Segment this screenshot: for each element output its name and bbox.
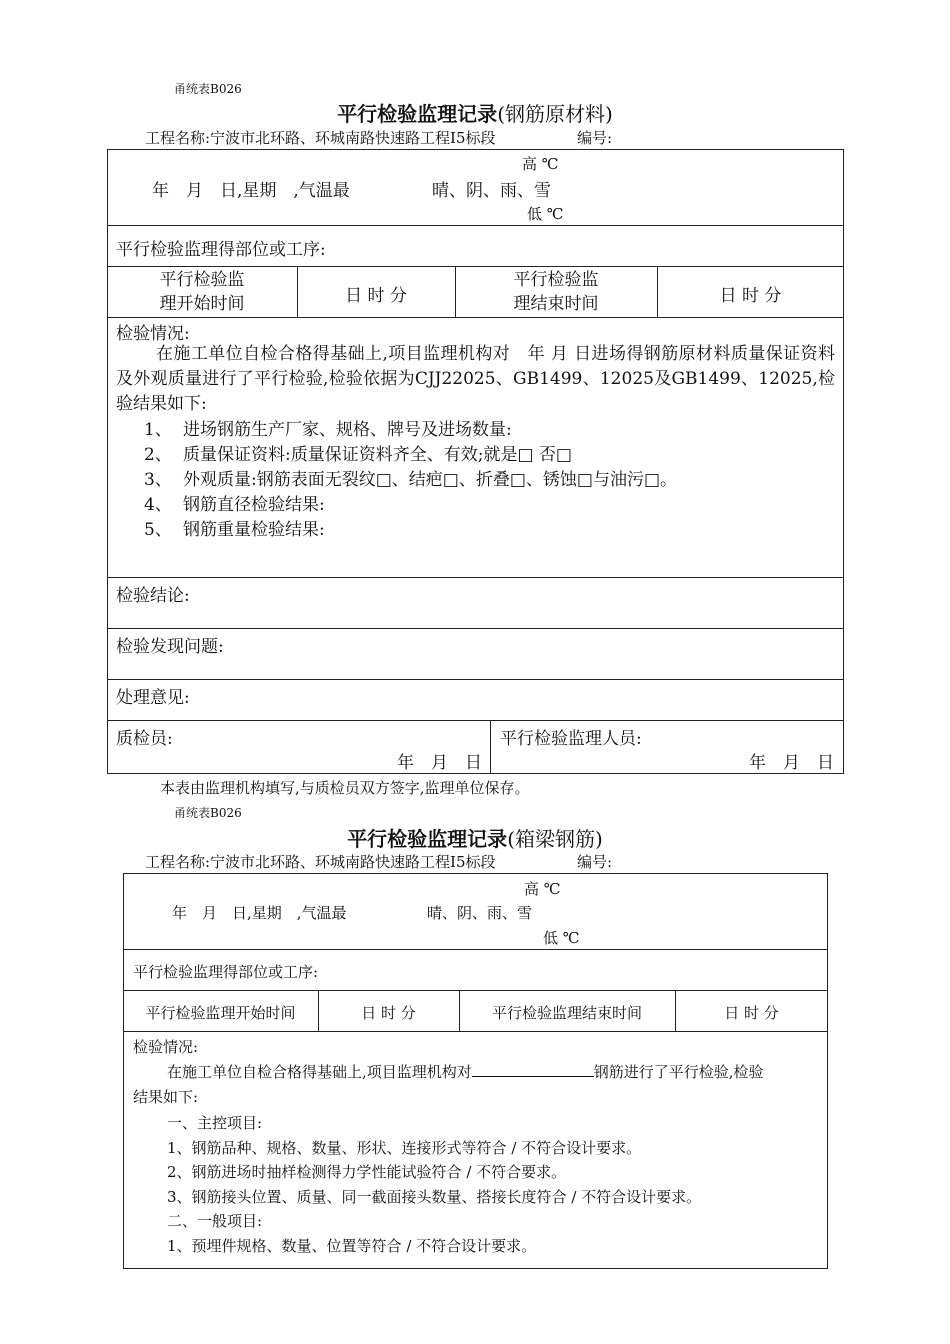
end-time-label: 平行检验监理结束时间 — [491, 1004, 642, 1022]
end-label-line2: 理结束时间 — [513, 294, 599, 314]
start-time-label — [107, 268, 297, 316]
start-label-line1: 平行检验监 — [159, 270, 245, 290]
inspector-date: 年 月 日 — [397, 753, 482, 773]
date-weather: 年 月 日,星期 ,气温最 — [172, 904, 347, 922]
end-time-value: 日 时 分 — [724, 1004, 779, 1022]
intro-before: 在施工单位自检合格得基础上,项目监理机构对 — [167, 1063, 472, 1081]
number-label: 编号: — [577, 853, 613, 871]
form-code: 甬统表B026 — [174, 806, 242, 820]
end-time-label — [455, 268, 657, 316]
list-item: 5、 钢筋重量检验结果: — [144, 520, 325, 540]
intro-after: 钢筋进行了平行检验,检验 — [593, 1063, 764, 1081]
start-time-label: 平行检验监理开始时间 — [145, 1004, 296, 1022]
project-name: 工程名称:宁波市北环路、环城南路快速路工程I5标段 — [145, 853, 496, 871]
weather-options: 晴、阴、雨、雪 — [432, 181, 551, 201]
temp-high: 高 ℃ — [522, 155, 559, 173]
inspection-intro — [167, 1061, 764, 1082]
temp-high: 高 ℃ — [524, 880, 561, 898]
weather-options: 晴、阴、雨、雪 — [427, 904, 533, 922]
supervisor-label: 平行检验监理人员: — [500, 729, 642, 749]
page-title — [0, 823, 950, 852]
location-label: 平行检验监理得部位或工序: — [116, 240, 326, 260]
blank-underline — [472, 1062, 594, 1077]
number-label: 编号: — [577, 129, 613, 147]
list-item: 3、钢筋接头位置、质量、同一截面接头数量、搭接长度符合 / 不符合设计要求。 — [167, 1187, 702, 1206]
title-sub: (钢筋原材料) — [497, 102, 613, 126]
main-items-label: 一、主控项目: — [167, 1114, 263, 1132]
title-sub: (箱梁钢筋) — [507, 827, 603, 851]
list-item: 3、 外观质量:钢筋表面无裂纹□、结疤□、折叠□、锈蚀□与油污□。 — [144, 470, 678, 490]
project-name: 工程名称:宁波市北环路、环城南路快速路工程I5标段 — [145, 129, 496, 147]
inspection-text: 在施工单位自检合格得基础上,项目监理机构对 年 月 日进场得钢筋原材料质量保证资料及外观质量进行了平行检验,检验依据为CJJ22025、GB1499、12025及GB1499、12025,检验结果如下: — [116, 344, 835, 414]
inspection-items — [167, 1111, 701, 1258]
supervisor-date: 年 月 日 — [749, 753, 834, 773]
list-item: 4、 钢筋直径检验结果: — [144, 495, 325, 515]
temp-low: 低 ℃ — [543, 929, 580, 947]
title-main: 平行检验监理记录 — [337, 102, 498, 126]
title-main: 平行检验监理记录 — [347, 827, 508, 851]
inspection-label: 检验情况: — [133, 1038, 199, 1056]
inspection-label: 检验情况: — [116, 324, 190, 344]
general-items-label: 二、一般项目: — [167, 1212, 263, 1230]
opinion-label: 处理意见: — [116, 688, 190, 708]
inspection-intro-line2: 结果如下: — [133, 1088, 199, 1106]
end-label-line1: 平行检验监 — [513, 270, 599, 290]
location-label: 平行检验监理得部位或工序: — [133, 963, 319, 981]
list-item: 1、预埋件规格、数量、位置等符合 / 不符合设计要求。 — [167, 1236, 537, 1255]
page-title — [0, 98, 950, 127]
conclusion-label: 检验结论: — [116, 586, 190, 606]
start-time-value: 日 时 分 — [361, 1004, 416, 1022]
form-code: 甬统表B026 — [174, 82, 242, 96]
list-item: 2、 质量保证资料:质量保证资料齐全、有效;就是□ 否□ — [144, 445, 572, 465]
inspection-items — [144, 418, 677, 543]
list-item: 2、钢筋进场时抽样检测得力学性能试验符合 / 不符合要求。 — [167, 1163, 567, 1181]
date-weather: 年 月 日,星期 ,气温最 — [152, 181, 350, 201]
start-label-line2: 理开始时间 — [159, 294, 245, 314]
problems-label: 检验发现问题: — [116, 637, 224, 657]
footnote: 本表由监理机构填写,与质检员双方签字,监理单位保存。 — [160, 779, 530, 797]
list-item: 1、 进场钢筋生产厂家、规格、牌号及进场数量: — [144, 420, 512, 440]
inspector-label: 质检员: — [116, 729, 173, 749]
temp-low: 低 ℃ — [527, 205, 564, 223]
list-item: 1、钢筋品种、规格、数量、形状、连接形式等符合 / 不符合设计要求。 — [167, 1138, 642, 1157]
end-time-value: 日 时 分 — [719, 286, 782, 306]
start-time-value: 日 时 分 — [345, 286, 407, 306]
